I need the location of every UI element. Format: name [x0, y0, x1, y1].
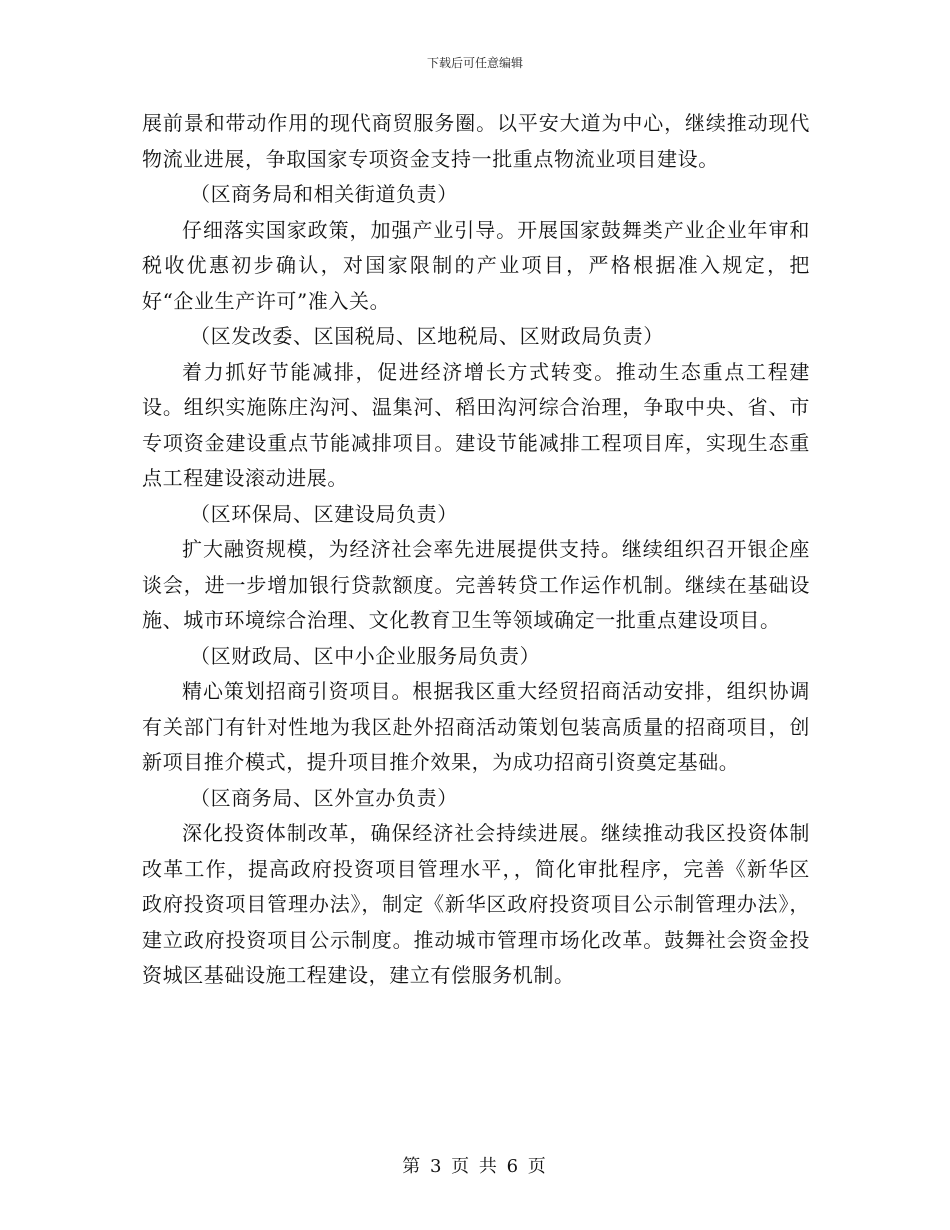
responsibility-note: （区财政局、区中小企业服务局负责） [190, 643, 541, 668]
responsibility-note: （区发改委、区国税局、区地税局、区财政局负责） [190, 324, 664, 348]
paragraph-financing: 扩大融资规模，为经济社会率先进展提供支持。继续组织召开银企座谈会，进一步增加银行贷款额度。完善转贷工作运作机制。继续在基础设施、城市环境综合治理、文化教育卫生等领域确定一批重点建设项目。 [142, 537, 810, 632]
page-header: 下载后可任意编辑 [426, 56, 523, 70]
document-body [142, 106, 810, 994]
paragraph-investment-attraction: 精心策划招商引资项目。根据我区重大经贸招商活动安排，组织协调有关部门有针对性地为我区赴外招商活动策划包装高质量的招商项目，创新项目推介模式，提升项目推介效果，为成功招商引资奠定基础。 [142, 679, 810, 774]
responsibility-note: （区环保局、区建设局负责） [190, 501, 458, 526]
responsibility-note: （区商务局和相关街道负责） [190, 182, 458, 206]
paragraph-investment-reform: 深化投资体制改革，确保经济社会持续进展。继续推动我区投资体制改革工作，提高政府投资项目管理水平，，简化审批程序，完善《新华区政府投资项目管理办法》，制定《新华区政府投资项目公示制管理办法》，建立政府投资项目公示制度。推动城市管理市场化改革。鼓舞社会资金投资城区基础设施工程建设，建立有偿服务机制。 [142, 821, 810, 987]
paragraph-commerce-circle: 展前景和带动作用的现代商贸服务圈。以平安大道为中心，继续推动现代物流业进展，争取国家专项资金支持一批重点物流业项目建设。 [142, 111, 810, 171]
paragraph-energy-saving: 着力抓好节能减排，促进经济增长方式转变。推动生态重点工程建设。组织实施陈庄沟河、温集河、稻田沟河综合治理，争取中央、省、市专项资金建设重点节能减排项目。建设节能减排工程项目库，实现生态重点工程建设滚动进展。 [142, 359, 810, 490]
responsibility-note: （区商务局、区外宣办负责） [190, 785, 458, 810]
page-number: 第 3 页 共 6 页 [402, 1156, 548, 1177]
paragraph-industry-policy: 仔细落实国家政策，加强产业引导。开展国家鼓舞类产业企业年审和税收优惠初步确认，对国家限制的产业项目，严格根据准入规定，把好“企业生产许可”准入关。 [142, 217, 810, 313]
